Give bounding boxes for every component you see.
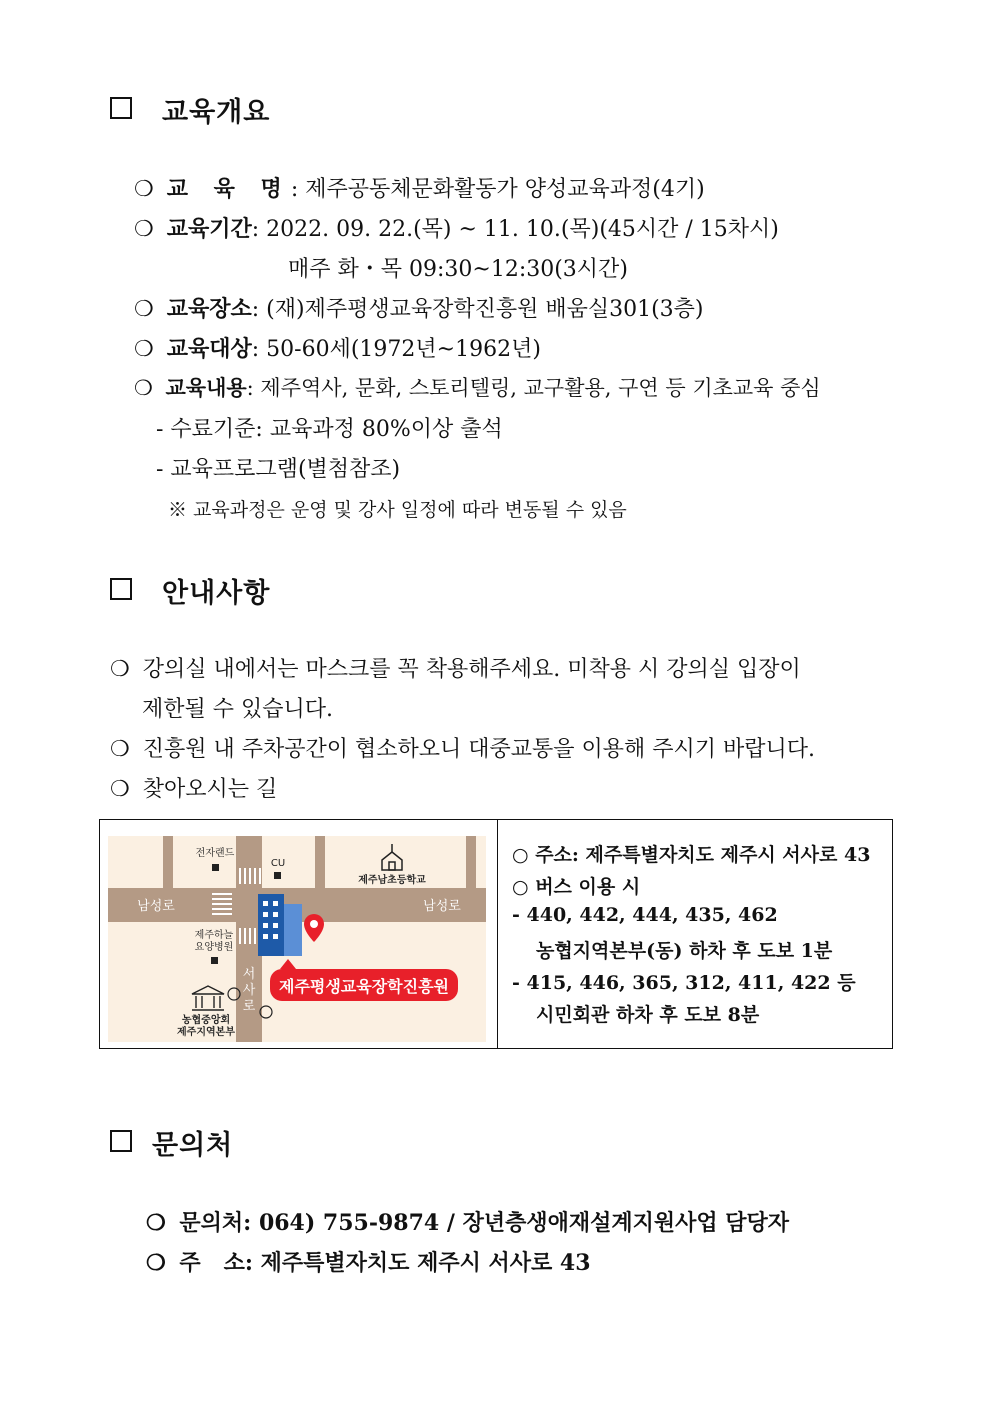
overview-item-content [134,372,821,402]
overview-sub-program: - 교육프로그램(별첨참조) [156,457,401,482]
label-hospital-1: 제주하늘 [194,930,234,941]
directions-info-cell [498,820,892,1048]
bullet-icon: ❍ [134,297,154,322]
overview-sub-completion: - 수료기준: 교육과정 80%이상 출석 [156,417,503,442]
directions-bus-route-1: - 440, 442, 444, 435, 462 [512,904,778,926]
overview-item-place [134,292,704,323]
label-bank-1: 농협중앙회 [181,1015,231,1026]
contact-address [146,1246,591,1277]
contact-text: 문의처: 064) 755-9874 / 장년층생애재설계지원사업 담당자 [179,1210,790,1236]
label-electronics: 전자랜드 [195,848,235,859]
label-school: 제주남초등학교 [358,875,426,886]
contact-text: : 제주특별자치도 제주시 서사로 43 [244,1250,591,1276]
bullet-icon: ❍ [146,1210,166,1236]
section-title-guide: 안내사항 [162,578,271,609]
item-label: 교육대상 [166,336,252,362]
item-value: : (재)제주평생교육장학진흥원 배움실301(3층) [251,297,704,322]
contact-label: 주 소 [179,1250,245,1276]
guide-item-parking [110,732,815,763]
overview-item-target [134,332,541,363]
institute-label: 제주평생교육장학진흥원 [278,977,450,996]
bullet-icon: ❍ [146,1250,166,1276]
label-hospital-2: 요양병원 [194,942,234,953]
guide-item-text: 진흥원 내 주차공간이 협소하오니 대중교통을 이용해 주시기 바랍니다. [142,737,815,762]
marker-hospital [211,957,218,964]
map-cell [100,820,498,1048]
bullet-icon: ❍ [110,777,130,802]
overview-item-period [134,212,779,243]
directions-bus-title: ○ 버스 이용 시 [512,876,641,898]
label-bank-2: 제주지역본부 [177,1027,235,1038]
guide-item-mask-cont: 제한될 수 있습니다. [142,697,333,722]
directions-table [99,819,893,1049]
section-checkbox-overview [110,97,132,119]
directions-bus-stop-1: 농협지역본부(동) 하차 후 도보 1분 [536,940,833,962]
guide-item-mask [110,652,801,683]
section-title-overview: 교육개요 [162,97,271,128]
road-small-left [163,836,173,888]
section-title-contact: 문의처 [152,1130,234,1161]
location-map [108,836,486,1042]
item-label: 교육내용 [165,375,247,400]
label-cu: CU [270,858,286,869]
label-road-right: 남성로 [423,899,461,914]
directions-address: ○ 주소: 제주특별자치도 제주시 서사로 43 [512,844,871,866]
overview-item-name [134,172,705,203]
label-seosa-3: 로 [242,999,256,1014]
bullet-icon: ❍ [110,657,130,682]
label-seosa-1: 서 [242,967,256,982]
label-seosa-2: 사 [242,983,256,998]
item-value: : 제주역사, 문화, 스토리텔링, 교구활용, 구연 등 기초교육 중심 [246,376,821,400]
directions-bus-stop-2: 시민회관 하차 후 도보 8분 [536,1004,760,1026]
item-value: : 제주공동체문화활동가 양성교육과정(4기) [290,177,705,202]
guide-item-text: 찾아오시는 길 [142,777,278,802]
marker-electronics [212,864,219,871]
guide-item-text: 강의실 내에서는 마스크를 꼭 착용해주세요. 미착용 시 강의실 입장이 [142,657,801,682]
bullet-icon: ❍ [110,737,130,762]
overview-item-period-detail: 매주 화・목 09:30~12:30(3시간) [288,257,628,282]
road-small-right [466,836,476,888]
bullet-icon: ❍ [134,337,154,362]
road-small-mid [315,836,325,888]
contact-phone [146,1206,789,1237]
label-road-left: 남성로 [137,899,175,914]
item-label: 교 육 명 [166,176,291,202]
directions-bus-route-2: - 415, 446, 365, 312, 411, 422 등 [512,972,856,994]
bullet-icon: ❍ [134,217,154,242]
guide-item-directions [110,772,277,803]
item-label: 교육장소 [166,296,252,322]
section-checkbox-guide [110,578,132,600]
section-checkbox-contact [110,1130,132,1152]
item-value: : 2022. 09. 22.(목) ~ 11. 10.(목)(45시간 / 15차시) [251,217,779,242]
marker-cu [274,872,281,879]
overview-note: ※ 교육과정은 운영 및 강사 일정에 따라 변동될 수 있음 [168,499,627,521]
item-value: : 50-60세(1972년~1962년) [251,337,541,362]
bullet-icon: ❍ [134,376,153,400]
bullet-icon: ❍ [134,177,154,202]
item-label: 교육기간 [166,216,252,242]
